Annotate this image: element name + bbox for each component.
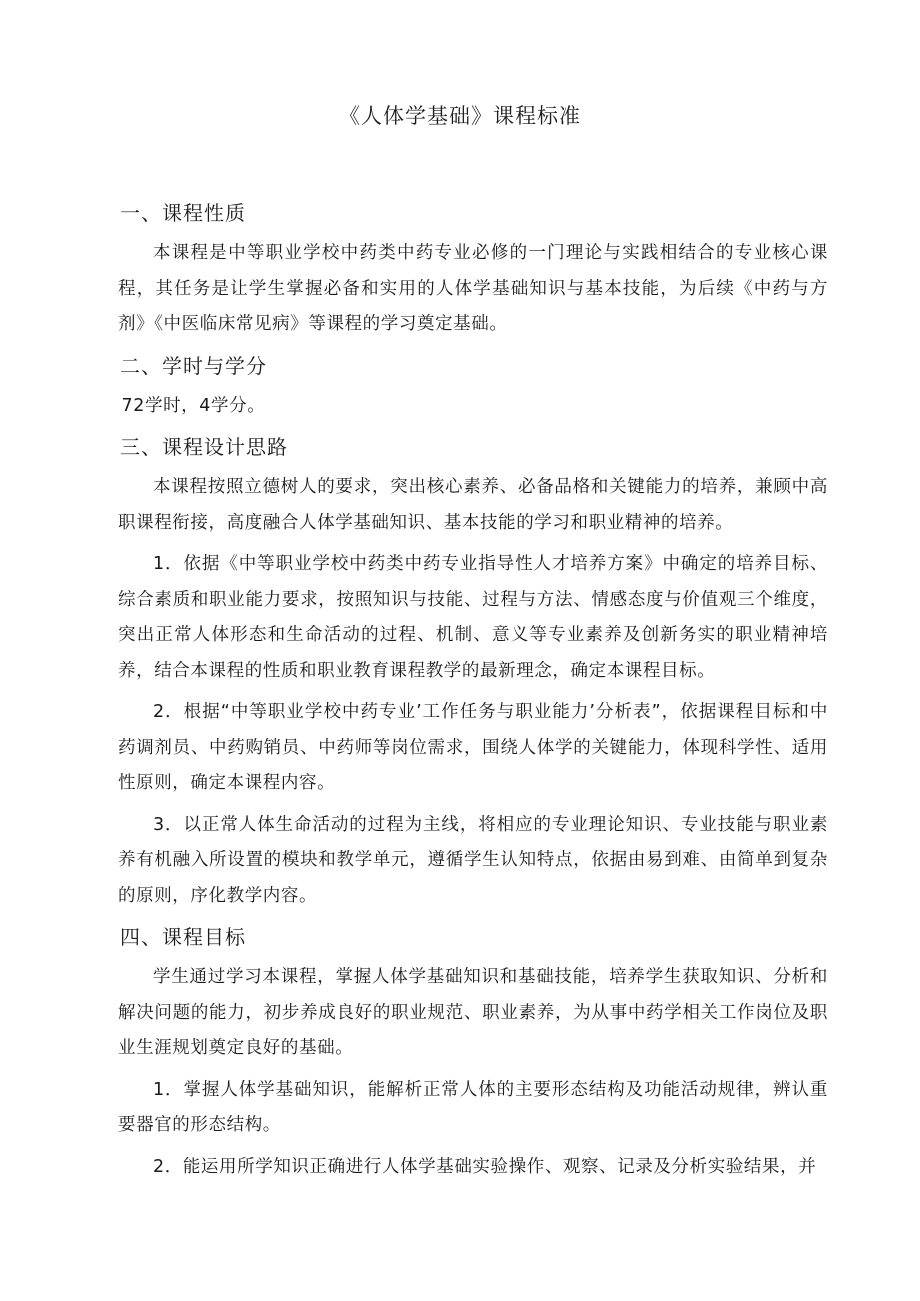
section-course-objectives <box>118 920 828 1185</box>
section-heading: 三、课程设计思路 <box>120 435 288 459</box>
document-body <box>118 196 828 1191</box>
numbered-paragraph: 1．依据《中等职业学校中药类中药专业指导性人才培养方案》中确定的培养目标、综合素质和职业能力要求，按照知识与技能、过程与方法、情感态度与价值观三个维度，突出正常人体形态和生命活动的过程、机制、意义等专业素养及创新务实的职业精神培养，结合本课程的性质和职业教育课程教学的最新理念，确定本课程目标。 <box>118 554 828 681</box>
section-heading: 二、学时与学分 <box>120 353 267 378</box>
numbered-paragraph: 2．能运用所学知识正确进行人体学基础实验操作、观察、记录及分析实验结果，并 <box>153 1156 817 1177</box>
section-course-nature <box>118 196 828 343</box>
section-heading: 四、课程目标 <box>120 925 246 949</box>
paragraph: 本课程是中等职业学校中药类中药专业必修的一门理论与实践相结合的专业核心课程，其任务是让学生掌握必备和实用的人体学基础知识与基本技能，为后续《中药与方剂》《中医临床常见病》等课程的学习奠定基础。 <box>118 243 828 334</box>
numbered-paragraph: 3．以正常人体生命活动的过程为主线，将相应的专业理论知识、专业技能与职业素养有机融入所设置的模块和教学单元，遵循学生认知特点，依据由易到难、由简单到复杂的原则，序化教学内容。 <box>118 814 828 906</box>
numbered-paragraph: 2．根据“中等职业学校中药专业’工作任务与职业能力’分析表”，依据课程目标和中药调剂员、中药购销员、中药师等岗位需求，围绕人体学的关键能力，体现科学性、适用性原则，确定本课程内容。 <box>118 702 828 793</box>
paragraph: 72学时，4学分。 <box>121 395 266 416</box>
paragraph: 学生通过学习本课程，掌握人体学基础知识和基础技能，培养学生获取知识、分析和解决问题的能力，初步养成良好的职业规范、职业素养，为从事中药学相关工作岗位及职业生涯规划奠定良好的基础。 <box>118 967 828 1058</box>
document-title: 《人体学基础》课程标准 <box>339 104 581 128</box>
paragraph: 本课程按照立德树人的要求，突出核心素养、必备品格和关键能力的培养，兼顾中高职课程衔接，高度融合人体学基础知识、基本技能的学习和职业精神的培养。 <box>118 477 828 533</box>
section-heading: 一、课程性质 <box>120 201 246 225</box>
section-design-approach <box>118 430 828 914</box>
section-hours-credits <box>118 349 828 425</box>
numbered-paragraph: 1．掌握人体学基础知识，能解析正常人体的主要形态结构及功能活动规律，辨认重要器官的形态结构。 <box>118 1079 828 1135</box>
